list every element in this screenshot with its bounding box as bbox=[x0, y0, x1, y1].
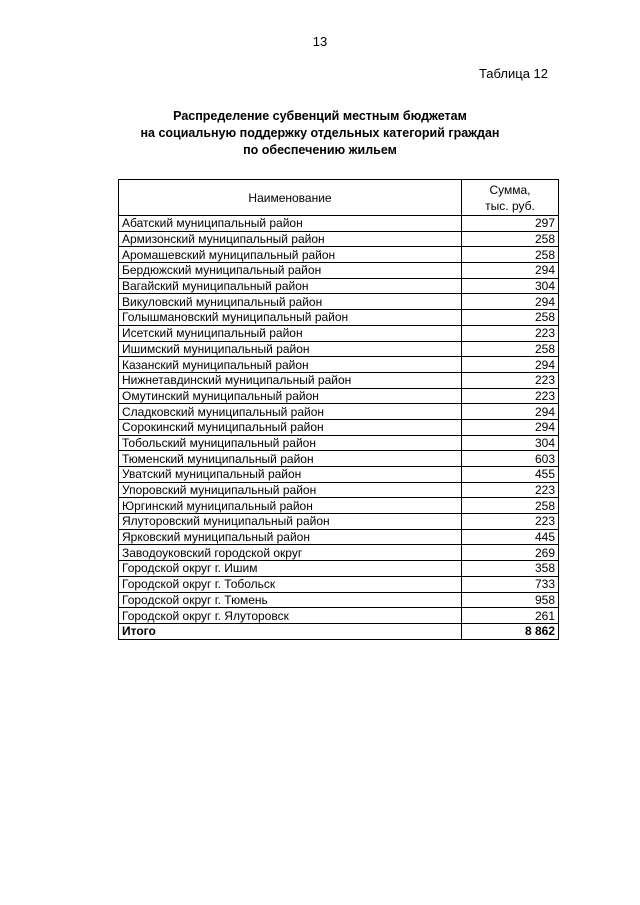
table-row bbox=[119, 310, 559, 326]
row-sum: 223 bbox=[462, 388, 559, 404]
row-name: Городской округ г. Тюмень bbox=[119, 592, 462, 608]
table-row bbox=[119, 576, 559, 592]
row-sum: 445 bbox=[462, 529, 559, 545]
row-name: Упоровский муниципальный район bbox=[119, 482, 462, 498]
row-name: Сорокинский муниципальный район bbox=[119, 419, 462, 435]
table-row bbox=[119, 231, 559, 247]
row-sum: 304 bbox=[462, 435, 559, 451]
row-name: Исетский муниципальный район bbox=[119, 325, 462, 341]
row-sum: 258 bbox=[462, 498, 559, 514]
table-row bbox=[119, 498, 559, 514]
table-header-row bbox=[119, 180, 559, 216]
row-sum: 261 bbox=[462, 608, 559, 624]
row-sum: 223 bbox=[462, 372, 559, 388]
table-body bbox=[119, 216, 559, 624]
table-label: Таблица 12 bbox=[478, 66, 548, 81]
table-row bbox=[119, 608, 559, 624]
table-row bbox=[119, 357, 559, 373]
table-row bbox=[119, 372, 559, 388]
table-row bbox=[119, 404, 559, 420]
table-row bbox=[119, 561, 559, 577]
row-name: Армизонский муниципальный район bbox=[119, 231, 462, 247]
row-sum: 294 bbox=[462, 294, 559, 310]
row-sum: 294 bbox=[462, 357, 559, 373]
row-name: Викуловский муниципальный район bbox=[119, 294, 462, 310]
header-sum bbox=[462, 180, 559, 216]
table-row bbox=[119, 278, 559, 294]
header-name: Наименование bbox=[119, 180, 462, 216]
row-name: Городской округ г. Тобольск bbox=[119, 576, 462, 592]
row-sum: 223 bbox=[462, 514, 559, 530]
table-row bbox=[119, 388, 559, 404]
table-row bbox=[119, 451, 559, 467]
row-name: Омутинский муниципальный район bbox=[119, 388, 462, 404]
row-name: Тобольский муниципальный район bbox=[119, 435, 462, 451]
row-name: Юргинский муниципальный район bbox=[119, 498, 462, 514]
row-sum: 603 bbox=[462, 451, 559, 467]
row-sum: 733 bbox=[462, 576, 559, 592]
table-row bbox=[119, 341, 559, 357]
table-row bbox=[119, 529, 559, 545]
table-row bbox=[119, 482, 559, 498]
table-row bbox=[119, 514, 559, 530]
total-label: Итого bbox=[119, 623, 462, 639]
total-sum: 8 862 bbox=[462, 623, 559, 639]
row-name: Ишимский муниципальный район bbox=[119, 341, 462, 357]
row-sum: 294 bbox=[462, 263, 559, 279]
row-name: Городской округ г. Ялуторовск bbox=[119, 608, 462, 624]
row-name: Заводоуковский городской округ bbox=[119, 545, 462, 561]
header-sum-line1: Сумма, bbox=[489, 182, 531, 197]
row-name: Ярковский муниципальный район bbox=[119, 529, 462, 545]
title-line: на социальную поддержку отдельных категорий граждан bbox=[140, 126, 500, 140]
row-sum: 455 bbox=[462, 467, 559, 483]
row-name: Сладковский муниципальный район bbox=[119, 404, 462, 420]
row-sum: 258 bbox=[462, 310, 559, 326]
title-line: по обеспечению жильем bbox=[243, 143, 397, 157]
table-row bbox=[119, 435, 559, 451]
row-name: Аромашевский муниципальный район bbox=[119, 247, 462, 263]
row-sum: 258 bbox=[462, 247, 559, 263]
table-row bbox=[119, 247, 559, 263]
row-name: Абатский муниципальный район bbox=[119, 216, 462, 232]
row-name: Казанский муниципальный район bbox=[119, 357, 462, 373]
page-number: 13 bbox=[312, 34, 328, 49]
table-row bbox=[119, 545, 559, 561]
table-row bbox=[119, 467, 559, 483]
table-row bbox=[119, 419, 559, 435]
row-name: Уватский муниципальный район bbox=[119, 467, 462, 483]
table-row bbox=[119, 592, 559, 608]
row-name: Ялуторовский муниципальный район bbox=[119, 514, 462, 530]
table-row bbox=[119, 263, 559, 279]
row-name: Нижнетавдинский муниципальный район bbox=[119, 372, 462, 388]
row-sum: 297 bbox=[462, 216, 559, 232]
row-sum: 358 bbox=[462, 561, 559, 577]
row-sum: 223 bbox=[462, 482, 559, 498]
row-sum: 223 bbox=[462, 325, 559, 341]
table-total-row bbox=[119, 623, 559, 639]
header-sum-line2: тыс. руб. bbox=[485, 198, 535, 213]
table-row bbox=[119, 325, 559, 341]
row-sum: 258 bbox=[462, 231, 559, 247]
document-title bbox=[0, 108, 640, 159]
row-name: Бердюжский муниципальный район bbox=[119, 263, 462, 279]
row-name: Тюменский муниципальный район bbox=[119, 451, 462, 467]
row-name: Вагайский муниципальный район bbox=[119, 278, 462, 294]
row-name: Городской округ г. Ишим bbox=[119, 561, 462, 577]
table-row bbox=[119, 294, 559, 310]
row-sum: 269 bbox=[462, 545, 559, 561]
row-sum: 294 bbox=[462, 419, 559, 435]
row-sum: 958 bbox=[462, 592, 559, 608]
row-sum: 304 bbox=[462, 278, 559, 294]
row-sum: 294 bbox=[462, 404, 559, 420]
row-sum: 258 bbox=[462, 341, 559, 357]
title-line: Распределение субвенций местным бюджетам bbox=[173, 109, 467, 123]
row-name: Голышмановский муниципальный район bbox=[119, 310, 462, 326]
table-row bbox=[119, 216, 559, 232]
subvention-table bbox=[118, 179, 559, 640]
